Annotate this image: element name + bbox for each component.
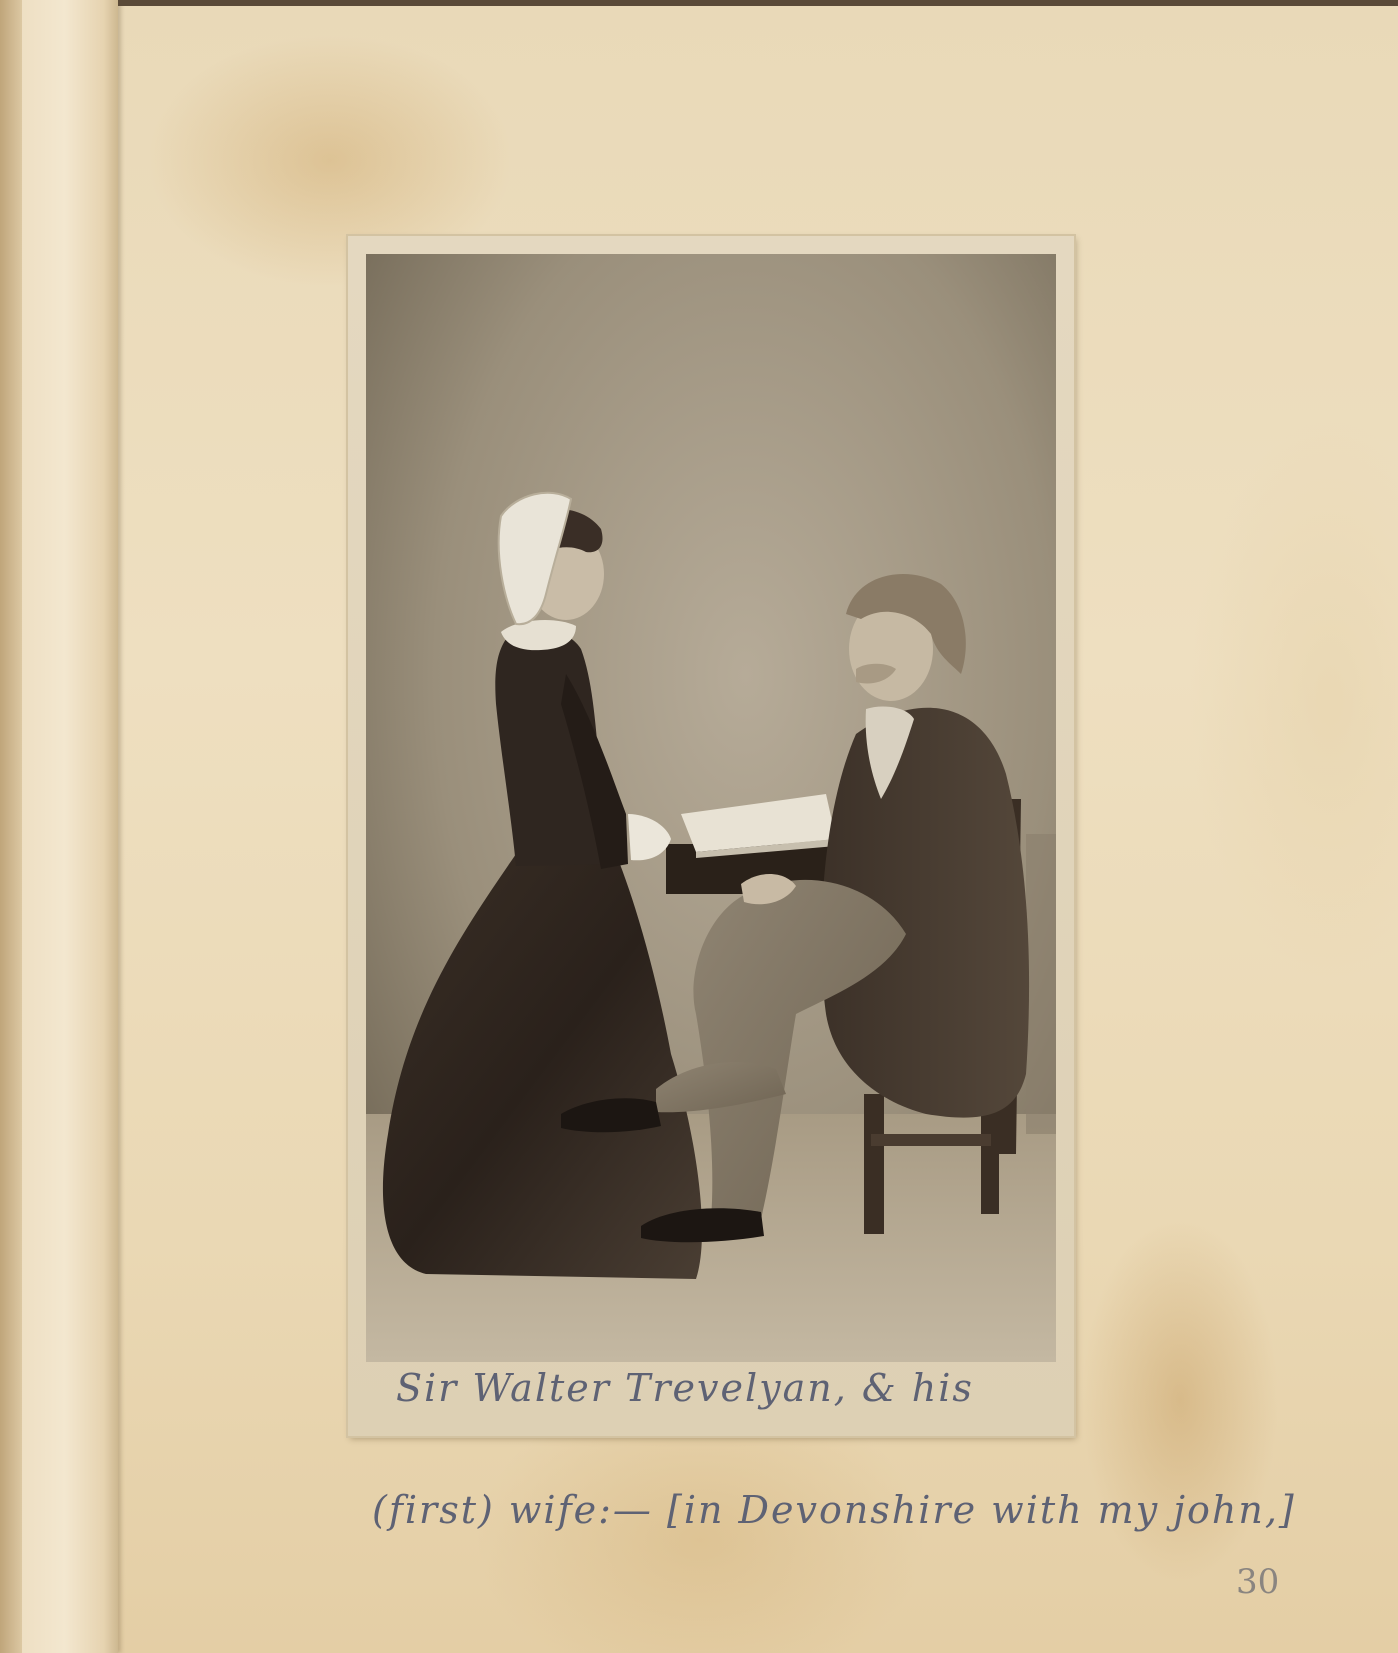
chair-leg-front [864, 1094, 884, 1234]
page-top-edge [118, 0, 1398, 6]
page-caption-handwritten: (first) wife:— [in Devonshire with my john,] [372, 1488, 1296, 1532]
chair-rung [871, 1134, 991, 1146]
card-caption-handwritten: Sir Walter Trevelyan, & his [396, 1366, 974, 1410]
page-number: 30 [1236, 1562, 1280, 1602]
backdrop-edge [1026, 834, 1056, 1134]
portrait-photograph [366, 254, 1056, 1362]
binding-fold [0, 0, 22, 1653]
carte-de-visite-mount [348, 236, 1074, 1436]
binding-strip [0, 0, 118, 1653]
